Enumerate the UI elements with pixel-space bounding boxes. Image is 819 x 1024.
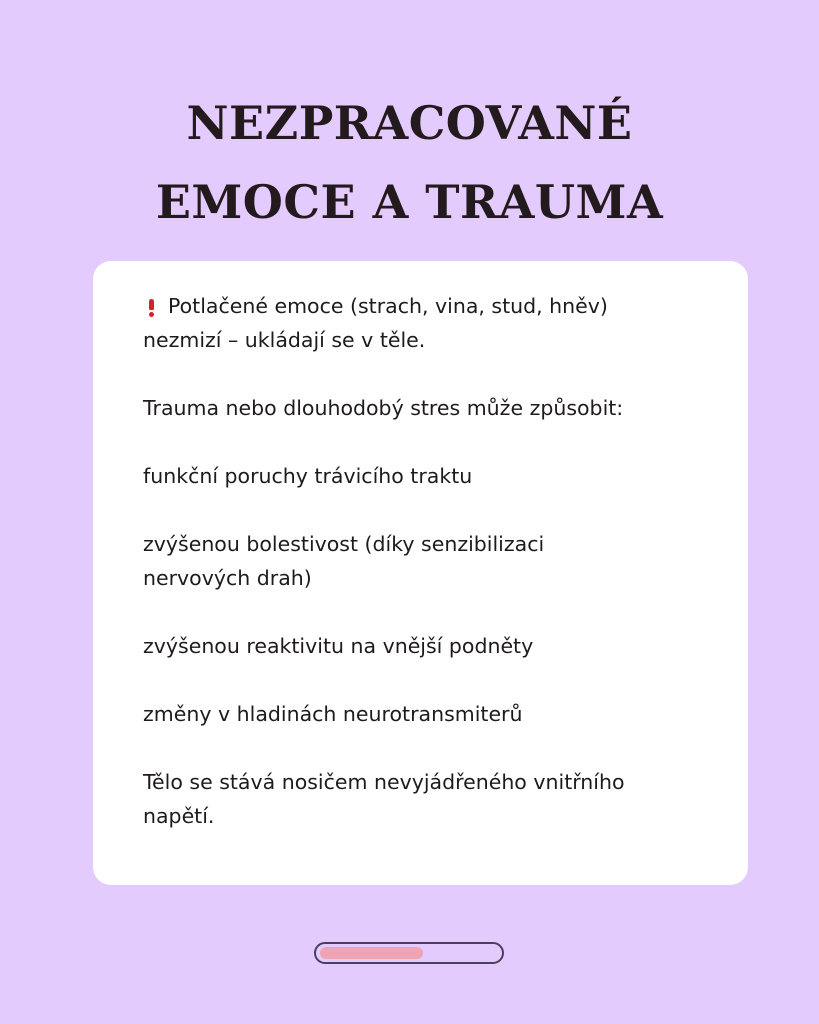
list-item (143, 697, 708, 731)
intro-line-1 (143, 289, 708, 323)
title-line-2: EMOCE A TRAUMA (155, 175, 664, 229)
conclusion-line-1: Tělo se stává nosičem nevyjádřeného vnitřního (143, 770, 625, 794)
list-item-text: zvýšenou bolestivost (díky senzibilizaci (143, 532, 545, 556)
progress-bar (314, 942, 504, 964)
list-item-text: zvýšenou reaktivitu na vnější podněty (143, 634, 534, 658)
list-item-text: funkční poruchy trávicího traktu (143, 464, 473, 488)
list-item-text: změny v hladinách neurotransmiterů (143, 702, 523, 726)
content-card (93, 261, 748, 885)
intro-line-2: nezmizí – ukládají se v těle. (143, 328, 426, 352)
intro-text-1: Potlačené emoce (strach, vina, stud, hněv) (168, 294, 608, 318)
title-line-1: NEZPRACOVANÉ (186, 96, 633, 150)
list-item (143, 629, 708, 663)
conclusion-line-2: napětí. (143, 804, 215, 828)
list-item-text: nervových drah) (143, 566, 312, 590)
conclusion-paragraph (143, 765, 708, 833)
intro-paragraph (143, 289, 708, 357)
list-item (143, 459, 708, 493)
lead-paragraph: Trauma nebo dlouhodobý stres může způsobit: (143, 396, 624, 420)
list-item (143, 527, 708, 595)
progress-bar-fill (320, 947, 423, 959)
exclamation-icon (149, 299, 154, 314)
page-title (0, 84, 819, 242)
